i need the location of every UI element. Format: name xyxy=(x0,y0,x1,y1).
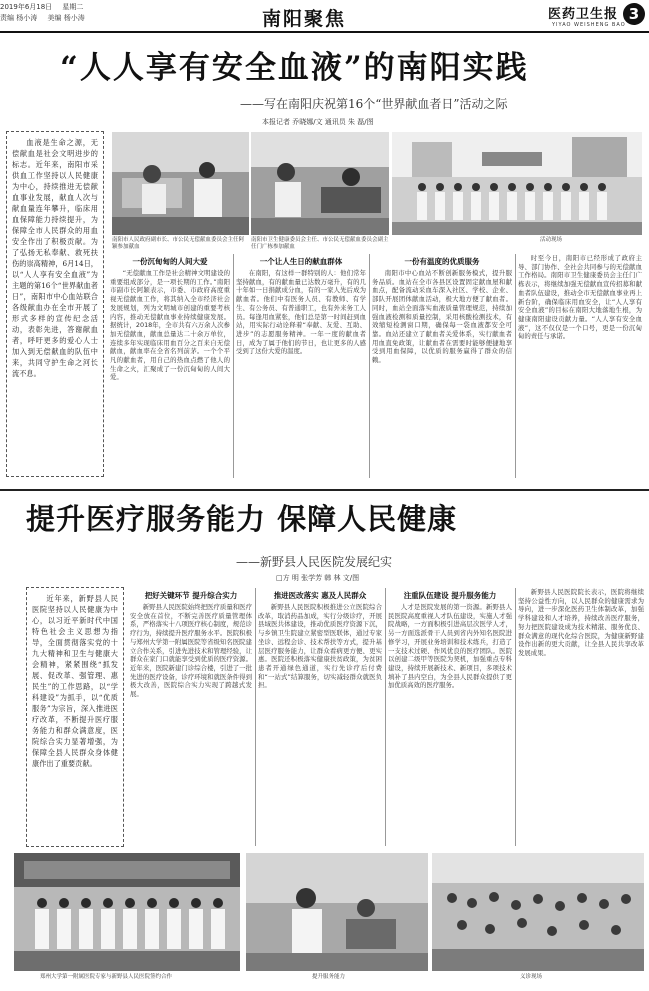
article2-column-4-text: 新野县人民医院院长表示，医院将继续坚持公益性方向，以人民群众的健康需求为导向，进一步深化医药卫生体制改革，加强学科建设和人才培养，持续改善医疗服务，努力把医院建设成为技术精湛、服务优良、群众满意的现代化综合医院，为健康新野建设作出新的更大贡献，让全县人民共享改革发展成果。 xyxy=(518,588,644,657)
article1-photo-1-caption: 南阳市人民政府副市长、市公民无偿献血委员会主任阿颖参加献血 xyxy=(112,237,245,250)
article2-column-3-text: 人才是医院发展的第一资源。新野县人民医院高度重视人才队伍建设，实施人才强院战略，一方面积极引进高层次医学人才，另一方面选派骨干人员到省内外知名医院进修学习，开展业务培训和技术练兵，打造了一支技术过硬、作风优良的医疗团队。医院以创建二级甲等医院为契机，加强重点专科建设，持续开展新技术、新项目，多项技术填补了县内空白，为全县人民群众提供了更加优质高效的医疗服务。 xyxy=(388,603,512,690)
column-divider xyxy=(385,588,386,846)
article2-column-2-text: 新野县人民医院积极推进公立医院综合改革，取消药品加成，实行分级诊疗，开展县域医共体建设，推动优质医疗资源下沉，与乡镇卫生院建立紧密型医联体，通过专家坐诊、远程会诊、技术帮扶等方式，提升基层医疗服务能力，让群众看病更方便、更实惠。医院还积极落实健康扶贫政策，为贫困患者开通绿色通道，实行先诊疗后付费和“一站式”结算服务，切实减轻群众就医负担。 xyxy=(258,603,382,690)
article2-column-3 xyxy=(388,588,512,850)
section-title: 南阳聚焦 xyxy=(262,8,347,30)
article1-subheadline: ——写在南阳庆祝第16个“世界献血者日”活动之际 xyxy=(240,97,508,111)
editor-credit: 责编 杨小涛 xyxy=(0,14,38,22)
column-divider xyxy=(515,588,516,846)
article2-byline: □方 明 张学芳 韩 林 文/图 xyxy=(276,574,360,582)
article1-section-heading-3: 一份有温度的优质服务 xyxy=(404,257,480,266)
article2-column-4 xyxy=(518,588,644,850)
article2-column-2 xyxy=(258,588,382,850)
column-divider xyxy=(255,588,256,846)
signing-ceremony-photo xyxy=(14,853,240,971)
page-number-badge: 3 xyxy=(623,3,645,25)
free-clinic-photo xyxy=(432,853,644,971)
article1-lead-text: 血液是生命之源，无偿献血是社会文明进步的标志。近年来，南阳市采供血工作坚持以人民健康为中心，持续推进无偿献血事业发展，献血人次与献血量连年攀升，临床用血保障能力持续提升，为保障全市人民群众的用血安全作出了积极贡献。为了弘扬无私奉献、救死扶伤的崇高精神，6月14日，以“人人享有安全血液”为主题的第16个“世界献血者日”，南阳市中心血站联合各级献血办在全市开展了形式多样的宣传纪念活动，表彰先进，答谢献血者，呼吁更多的爱心人士加入到无偿献血的队伍中来，共同守护生命之河长流不息。 xyxy=(12,138,98,378)
article1-photo-3 xyxy=(392,132,642,235)
article2-photo-3-caption: 义诊现场 xyxy=(520,974,543,980)
article1-photo-3-caption: 活动现场 xyxy=(540,237,563,243)
issue-weekday: 星期二 xyxy=(62,3,84,11)
article2-photo-2 xyxy=(246,853,428,971)
article1-column-3 xyxy=(372,254,512,480)
staff-info-line xyxy=(0,14,93,23)
issue-info-line xyxy=(0,3,91,12)
article1-section-heading-1: 一份沉甸甸的人间大爱 xyxy=(132,257,208,266)
column-divider xyxy=(233,254,234,478)
article1-section-heading-2: 一个让人生日的献血群体 xyxy=(259,257,343,266)
article1-column-4 xyxy=(518,254,642,480)
newspaper-logo: 医药卫生报 xyxy=(548,7,619,22)
article2-section-heading-2: 推进医改落实 惠及人民群众 xyxy=(273,591,367,600)
article2-column-1 xyxy=(130,588,252,850)
newspaper-logo-en: YIYAO WEISHENG BAO xyxy=(552,22,626,28)
blood-donation-photo-1 xyxy=(112,132,249,235)
article2-column-1-text: 新野县人民医院始终把医疗质量和医疗安全放在首位，不断完善医疗质量管理体系，严格落实十八项医疗核心制度，规范诊疗行为，持续提升医疗服务水平。医院积极与郑州大学第一附属医院等省级知名医院建立合作关系，引进先进技术和管理经验，让群众在家门口就能享受到优质的医疗资源。近年来，医院新建门诊综合楼，引进了一批先进的医疗设备，诊疗环境和就医条件得到极大改善，医院综合实力实现了跨越式发展。 xyxy=(130,603,252,699)
article1-byline: 本报记者 乔晓娜/文 通讯员 朱 磊/图 xyxy=(262,118,374,126)
article1-column-1 xyxy=(110,254,230,480)
masthead xyxy=(0,0,649,33)
blood-donation-photo-2 xyxy=(251,132,389,235)
article2-photo-1 xyxy=(14,853,240,971)
article1-column-4-text: 时至今日，南阳市已经形成了政府主导、部门协作、全社会共同参与的无偿献血工作格局。南阳市卫生健康委员会主任门广栋表示，将继续加强无偿献血宣传招募和献血者队伍建设，推动全市无偿献血事业再上新台阶，确保临床用血安全，让“人人享有安全血液”的目标在南阳大地落地生根，为健康南阳建设贡献力量。“人人享有安全血液”，这不仅仅是一个口号，更是一份沉甸甸的责任与承诺。 xyxy=(518,254,642,341)
article2-lead xyxy=(32,593,118,841)
article1-photo-1 xyxy=(112,132,249,235)
event-scene-photo xyxy=(392,132,642,235)
article2-headline: 提升医疗服务能力 保障人民健康 xyxy=(26,502,458,536)
article1-lead xyxy=(12,137,98,471)
article1-column-1-text: “无偿献血工作是社会精神文明建设的重要组成部分，是一项长期的工作。”南阳市副市长阿颖表示，市委、市政府高度重视无偿献血工作，将其纳入全市经济社会发展规划，列为文明城市创建的重要考核内容，推动无偿献血事业持续健康发展。据统计，2018年，全市共有六万余人次参加无偿献血，献血总量达二十余万单位，连续多年实现临床用血百分之百来自无偿献血，献血率在全省名列前茅。一个个平凡的献血者，用自己的热血点燃了他人的生命之火，汇聚成了一份沉甸甸的人间大爱。 xyxy=(110,269,230,382)
designer-credit: 美编 杨小涛 xyxy=(47,14,85,22)
article1-column-2 xyxy=(236,254,366,480)
column-divider xyxy=(369,254,370,478)
article1-column-3-text: 南阳市中心血站不断创新服务模式，提升服务品质。血站在全市各县区设置固定献血屋和献血点，配备流动采血车深入社区、学校、企业、部队开展团体献血活动，极大地方便了献血者。同时，血站全面落实血液质量管理规范，持续加强血液检测和质量控制，采用核酸检测技术，有效缩短检测窗口期，确保每一袋血液都安全可靠。血站还建立了献血者关爱体系，实行献血者用血直免政策，让献血者在需要时能够便捷地享受到用血保障，以优质的服务赢得了群众的信赖。 xyxy=(372,269,512,365)
article-separator xyxy=(0,489,649,491)
article2-lead-text: 近年来，新野县人民医院坚持以人民健康为中心，以习近平新时代中国特色社会主义思想为指导，全面贯彻落实党的十九大精神和卫生与健康大会精神，紧紧围绕“抓发展、促改革、强管理、惠民生”的工作思路，以“学科建设”为抓手，以“优质服务”为宗旨，深入推进医疗改革，不断提升医疗服务能力和群众满意度，医院综合实力显著增强，为保障全县人民群众身体健康作出了重要贡献。 xyxy=(32,594,118,768)
article2-subheadline: ——新野县人民医院发展纪实 xyxy=(236,555,393,569)
masthead-divider xyxy=(0,31,649,33)
article2-section-heading-3: 注重队伍建设 提升服务能力 xyxy=(403,591,497,600)
article2-photo-3 xyxy=(432,853,644,971)
article1-photo-2 xyxy=(251,132,389,235)
article2-photo-1-caption: 郑州大学第一附属医院专家与新野县人民医院签约合作 xyxy=(40,974,173,980)
issue-date: 2019年6月18日 xyxy=(0,3,53,11)
article1-headline: “人人享有安全血液”的南阳实践 xyxy=(60,50,529,86)
column-divider xyxy=(515,254,516,478)
article1-photo-2-caption: 南阳市卫生健康委员会主任、市公民无偿献血委员会副主任门广栋参加献血 xyxy=(251,237,389,250)
article1-column-2-text: 在南阳，有这样一群特别的人：他们常年坚持献血，有的献血量已达数万毫升，有的几十年如一日捐献成分血，有的一家人先后成为献血者。他们中有医务人员、有教师、有学生、有公务员、有普通职工，也有外来务工人员。每逢用血紧张，他们总是第一时间赶到血站，用实际行动诠释着“奉献、友爱、互助、进步”的志愿服务精神。一年一度的献血者日，成为了属于他们的节日，也让更多的人感受到了这份大爱的温度。 xyxy=(236,269,366,356)
article2-photo-2-caption: 提升服务能力 xyxy=(312,974,346,980)
medical-service-photo xyxy=(246,853,428,971)
article2-section-heading-1: 把好关键环节 提升综合实力 xyxy=(144,591,238,600)
